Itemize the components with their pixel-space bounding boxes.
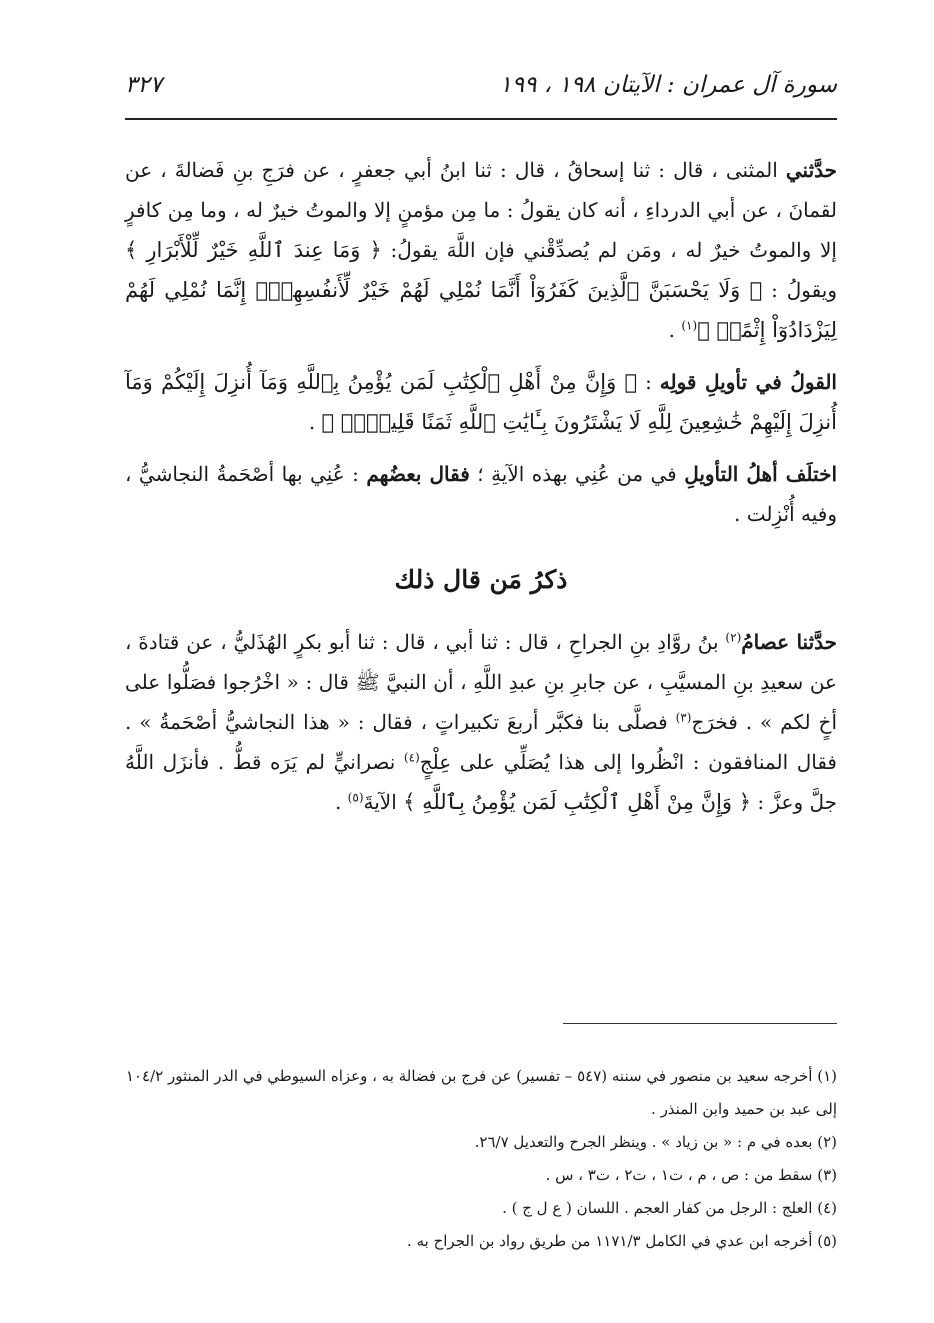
- quran-quote: ﴿ وَلَا يَحْسَبَنَّ ٱلَّذِينَ كَفَرُوٓاْ أَنَّمَا نُمْلِي لَهُمْ خَيْرٌ لِّأَنفُسِهِمْۚ إِنَّمَا نُمْلِي لَهُمْ لِيَزْدَادُوٓاْ إِثْمًاۚ ﴾: [125, 278, 837, 342]
- footnote: (٣) سقط من : ص ، م ، ت١ ، ت٢ ، ت٣ ، س .: [545, 1166, 837, 1184]
- footnote: (١) أخرجه سعيد بن منصور في سننه (٥٤٧ – تفسير) عن فرج بن فضالة به ، وعزاه السيوطي في الدر المنثور ١٠٤/٢ إلى عبد بن حميد وابن المنذر .: [125, 1067, 837, 1118]
- paragraph-text: المثنى ، قال : ثنا إسحاقُ ، قال : ثنا ابنُ أبي جعفرٍ ، عن فرَجِ بنِ فَضالةَ ، عن لقمانَ ، عن أبي الدرداءِ ، أنه كان يقولُ : ما مِن مؤمنٍ إلا والموتُ خيرٌ له ، وما مِن كافرٍ إلا والموتُ خيرٌ له ، ومَن لم يُصدِّقْني فإن اللَّهَ يقولُ:: [125, 158, 837, 262]
- footnote-ref: (٢): [725, 630, 742, 645]
- quran-quote: ﴿ وَمَا عِندَ ٱللَّهِ خَيْرٌ لِّلْأَبْرَارِ ﴾: [125, 238, 382, 262]
- footnote-ref: (١): [681, 318, 698, 333]
- paragraph-text: نصرانيٍّ لم يَرَه قطُّ . فأنزَل اللَّهُ جلَّ وعزَّ :: [125, 750, 837, 814]
- footnote-rule: [563, 1023, 837, 1024]
- footnote-ref: (٥): [347, 790, 364, 805]
- footnote-ref: (٤): [403, 750, 420, 765]
- footnote: (٤) العلج : الرجل من كفار العجم . اللسان ( ع ل ج ) .: [502, 1199, 837, 1217]
- running-title: سورة آل عمران : الآيتان ١٩٨ ، ١٩٩: [499, 72, 837, 98]
- paragraph-lead: القولُ في تأويلِ قولِه: [659, 370, 837, 394]
- paragraph-3: [125, 454, 837, 534]
- quran-quote: ﴿ وَإِنَّ مِنْ أَهْلِ ٱلْكِتَٰبِ لَمَن يُؤْمِنُ بِٱللَّهِ ﴾: [403, 790, 752, 814]
- paragraph-lead: اختلَف أهلُ التأويلِ: [684, 462, 837, 486]
- footnotes: [125, 1060, 837, 1258]
- paragraph-text: ويقولُ :: [762, 278, 837, 302]
- paragraph-text: الآيةَ: [363, 790, 404, 814]
- page-header: [125, 68, 837, 110]
- paragraph-text: فصلَّى بنا فكبَّر أربعَ تكبيراتٍ ، فقال : « هذا النجاشيُّ أصْحَمةُ » . فقال المنافقون : انْظُروا إلى هذا يُصَلِّي على عِلْجٍ: [125, 710, 837, 774]
- paragraph-text: .: [334, 790, 348, 814]
- paragraph-lead: حدَّثني: [785, 158, 837, 182]
- paragraph-text: : عُنِي بها أصْحَمةُ النجاشيُّ ، وفيه أُنْزِلت .: [125, 462, 837, 526]
- paragraph-text: في من عُنِي بهذه الآيةِ ؛: [469, 462, 685, 486]
- header-rule: [125, 118, 837, 120]
- quran-quote: ﴿ وَإِنَّ مِنْ أَهْلِ ٱلْكِتَٰبِ لَمَن يُؤْمِنُ بِٱللَّهِ وَمَآ أُنزِلَ إِلَيْكُمْ وَمَآ أُنزِلَ إِلَيْهِمْ خَٰشِعِينَ لِلَّهِ لَا يَشْتَرُونَ بِـَٔايَٰتِ ٱللَّهِ ثَمَنًا قَلِيلًاۚ ﴾: [125, 370, 837, 434]
- paragraph-lead: حدَّثنا عصامُ: [741, 630, 837, 654]
- main-text: [125, 150, 837, 834]
- paragraph-text: .: [308, 410, 322, 434]
- paragraph-2: [125, 362, 837, 442]
- paragraph-text: :: [637, 370, 660, 394]
- footnote: (٢) بعده في م : « بن زياد » . وينظر الجرح والتعديل ٢٦/٧.: [474, 1133, 837, 1151]
- paragraph-text: بنُ روَّادِ بنِ الجراحِ ، قال : ثنا أبي ، قال : ثنا أبو بكرٍ الهُذَليُّ ، عن قتادةَ ، عن سعيدِ بنِ المسيَّبِ ، عن جابرِ بنِ عبدِ اللَّهِ ، أن النبيَّ ﷺ قال : « اخْرُجوا فصَلُّوا على أخٍ لكم » . فخرَج: [125, 630, 837, 734]
- footnote-ref: (٣): [675, 710, 692, 725]
- hadith-paragraph: [125, 622, 837, 822]
- paragraph-1: [125, 150, 837, 350]
- footnote: (٥) أخرجه ابن عدي في الكامل ١١٧١/٣ من طريق رواد بن الجراح به .: [407, 1232, 837, 1250]
- paragraph-lead: فقال بعضُهم: [366, 462, 470, 486]
- section-heading: ذكرُ مَن قال ذلك: [394, 565, 568, 594]
- page-number: ٣٢٧: [125, 72, 163, 98]
- paragraph-text: .: [668, 318, 682, 342]
